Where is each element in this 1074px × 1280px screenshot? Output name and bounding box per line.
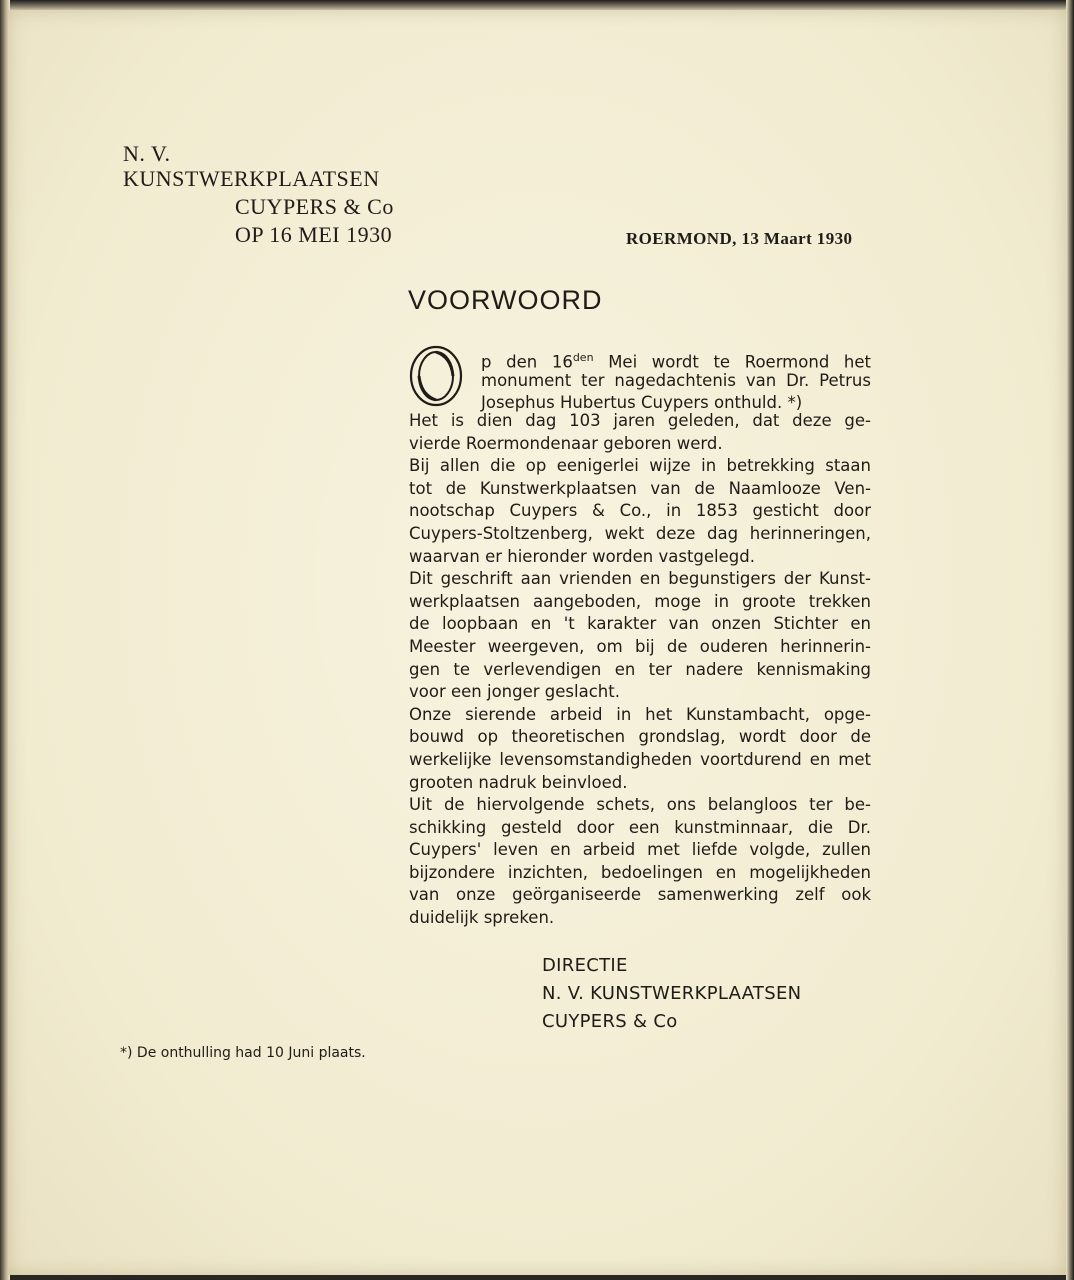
body-line: grooten nadruk beinvloed. <box>409 772 628 792</box>
footnote: *) De onthulling had 10 Juni plaats. <box>120 1045 366 1061</box>
body-text <box>409 410 871 930</box>
company-header-line-2: KUNSTWERKPLAATSEN <box>123 166 380 191</box>
body-line: voor een jonger geslacht. <box>409 682 620 702</box>
body-line: Cuypers' leven en arbeid met liefde volgde, zullen <box>409 840 871 860</box>
company-header-line-3: CUYPERS & Co <box>235 194 394 219</box>
body-line: werkplaatsen aangeboden, moge in groote trekken <box>409 591 871 611</box>
intro-paragraph <box>409 347 871 415</box>
body-line: Meester weergeven, om bij de ouderen herinnerin- <box>409 636 871 656</box>
company-header-line-4: OP 16 MEI 1930 <box>235 222 393 247</box>
body-line: Het is dien dag 103 jaren geleden, dat deze ge- <box>409 411 871 430</box>
body-line: vierde Roermondenaar geboren werd. <box>409 433 723 453</box>
page-right-edge <box>1066 0 1074 1280</box>
body-line: duidelijk spreken. <box>409 908 555 928</box>
body-line: Bij allen die op eenigerlei wijze in betrekking staan <box>409 456 871 476</box>
body-line: gen te verlevendigen en ter nadere kennismaking <box>409 659 871 679</box>
body-line: schikking gesteld door een kunstminnaar, die Dr. <box>409 817 871 837</box>
body-line: bouwd op theoretischen grondslag, wordt door de <box>409 727 871 747</box>
signature-line-1: DIRECTIE <box>542 955 628 976</box>
body-line: van onze geörganiseerde samenwerking zelf ook <box>409 885 871 905</box>
body-line: nootschap Cuypers & Co., in 1853 gesticht door <box>409 501 871 521</box>
body-line: bijzondere inzichten, bedoelingen en mogelijkheden <box>409 862 871 882</box>
dateline: ROERMOND, 13 Maart 1930 <box>626 229 853 248</box>
body-line: tot de Kunstwerkplaatsen van de Naamlooze Ven- <box>409 478 871 498</box>
signature-line-2: N. V. KUNSTWERKPLAATSEN <box>542 983 802 1004</box>
intro-line-2: monument ter nagedachtenis van Dr. Petrus <box>481 370 871 390</box>
body-line: Cuypers-Stoltzenberg, wekt deze dag herinneringen, <box>409 523 871 543</box>
body-line: de loopbaan en 't karakter van onzen Stichter en <box>409 614 871 634</box>
body-line: werkelijke levensomstandigheden voortdurend en met <box>409 749 871 769</box>
intro-line-1: p den $16^{den}$ Mei wordt te Roermond het <box>481 351 871 372</box>
signature-line-3: CUYPERS & Co <box>542 1011 678 1032</box>
body-line: Uit de hiervolgende schets, ons belangloos ter be- <box>409 795 871 815</box>
intro-line-3: Josephus Hubertus Cuypers onthuld. *) <box>481 393 803 413</box>
body-line: Dit geschrift aan vrienden en begunstigers der Kunst- <box>409 569 871 589</box>
body-line: waarvan er hieronder worden vastgelegd. <box>409 546 755 566</box>
company-header-line-1: N. V. <box>123 141 171 166</box>
body-line: Onze sierende arbeid in het Kunstambacht, opge- <box>409 704 871 724</box>
page-title: VOORWOORD <box>408 285 603 315</box>
